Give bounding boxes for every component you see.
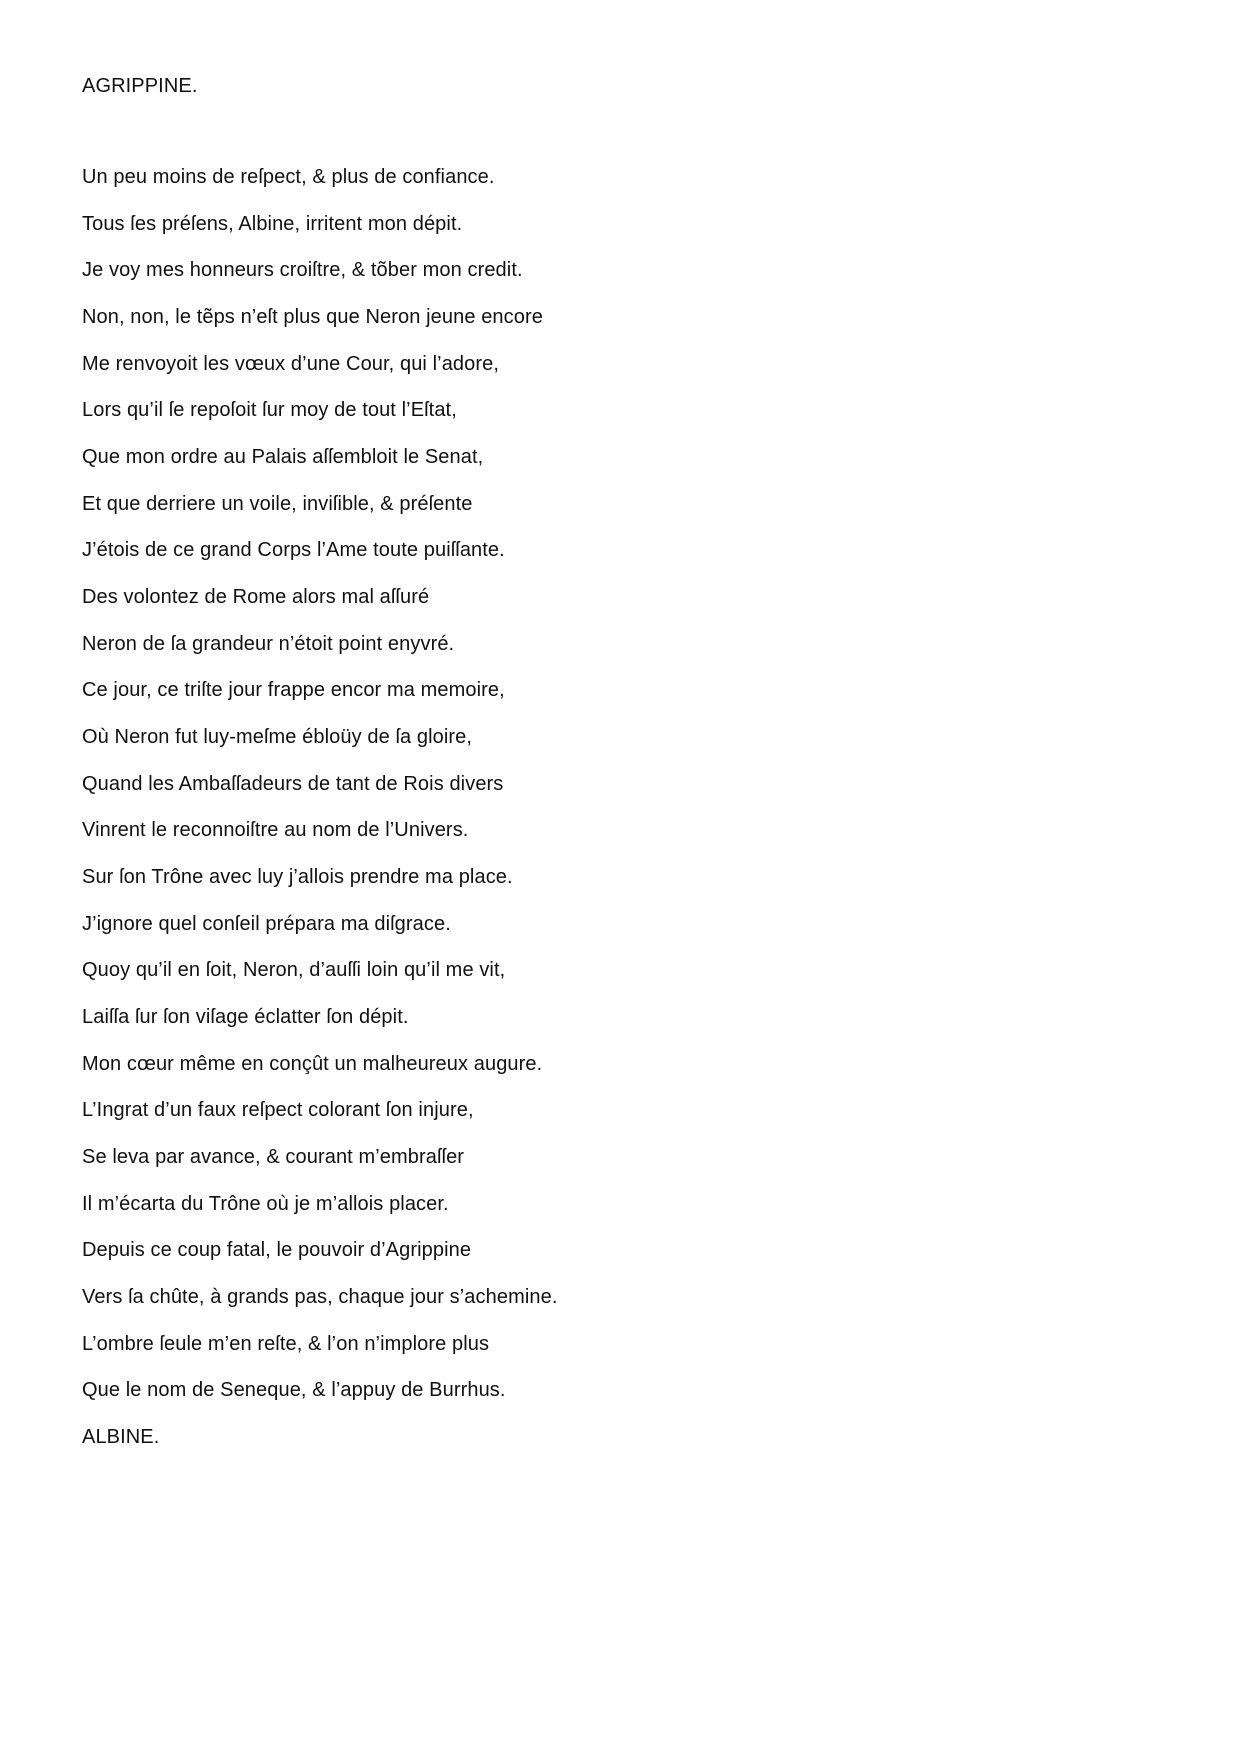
verse-line: Tous ſes préſens, Albine, irritent mon dépit.: [82, 213, 463, 235]
verse-line: Un peu moins de reſpect, & plus de confiance.: [82, 166, 495, 188]
verse-line: L’ombre ſeule m’en reſte, & l’on n’implore plus: [82, 1333, 490, 1355]
verse-line: Quoy qu’il en ſoit, Neron, d’auſſi loin qu’il me vit,: [82, 959, 506, 981]
verse-line: Que mon ordre au Palais aſſembloit le Senat,: [82, 446, 484, 468]
verse-line: Où Neron fut luy-meſme ébloüy de ſa gloire,: [82, 726, 473, 748]
verse-line: Se leva par avance, & courant m’embraſſer: [82, 1146, 465, 1168]
verse-line: Vers ſa chûte, à grands pas, chaque jour s’achemine.: [82, 1286, 558, 1308]
verse-line: Vinrent le reconnoiſtre au nom de l’Univers.: [82, 819, 469, 841]
verse-line: Mon cœur même en conçût un malheureux augure.: [82, 1053, 543, 1075]
verse-line: J’ignore quel conſeil prépara ma diſgrace.: [82, 913, 451, 935]
verse-line: Neron de ſa grandeur n’étoit point enyvré.: [82, 633, 455, 655]
verse-line: Depuis ce coup fatal, le pouvoir d’Agrippine: [82, 1239, 472, 1261]
verse-line: Me renvoyoit les vœux d’une Cour, qui l’adore,: [82, 353, 500, 375]
verse-line: Quand les Ambaſſadeurs de tant de Rois divers: [82, 773, 504, 795]
verse-line: Ce jour, ce triſte jour frappe encor ma memoire,: [82, 679, 505, 701]
verse-line: Que le nom de Seneque, & l’appuy de Burrhus.: [82, 1379, 506, 1401]
verse-line: Non, non, le tẽps n’eſt plus que Neron jeune encore: [82, 306, 543, 328]
speaker-name-albine: ALBINE.: [82, 1426, 160, 1448]
verse-line: Et que derriere un voile, inviſible, & préſente: [82, 493, 473, 515]
verse-line: Des volontez de Rome alors mal aſſuré: [82, 586, 430, 608]
verse-line: Laiſſa ſur ſon viſage éclatter ſon dépit.: [82, 1006, 409, 1028]
speaker-name-agrippine: AGRIPPINE.: [82, 75, 198, 97]
verse-line: J’étois de ce grand Corps l’Ame toute puiſſante.: [82, 539, 505, 561]
verse-line: Sur ſon Trône avec luy j’allois prendre ma place.: [82, 866, 513, 888]
verse-line: Lors qu’il ſe repoſoit ſur moy de tout l’Eſtat,: [82, 399, 457, 421]
verse-line: Je voy mes honneurs croiſtre, & tõber mon credit.: [82, 259, 523, 281]
verse-line: Il m’écarta du Trône où je m’allois placer.: [82, 1193, 449, 1215]
verse-line: L’Ingrat d’un faux reſpect colorant ſon injure,: [82, 1099, 474, 1121]
